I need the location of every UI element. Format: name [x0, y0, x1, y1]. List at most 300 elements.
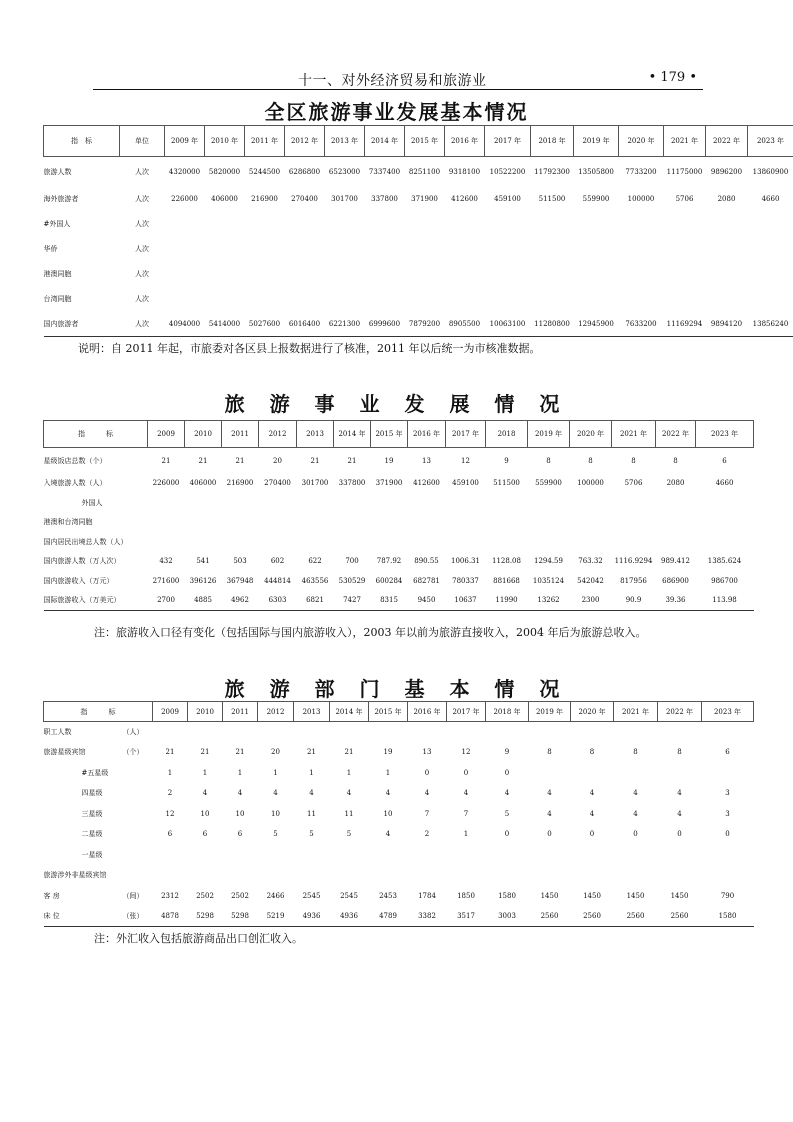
table-cell — [658, 763, 702, 784]
table-cell: 100000 — [627, 195, 655, 203]
table-cell: 8 — [547, 748, 552, 757]
table-cell: 4 — [237, 789, 243, 798]
table-cell: 1 — [273, 768, 278, 777]
table-cell — [297, 532, 334, 552]
table-cell: 2560 — [529, 906, 571, 927]
table-cell — [658, 722, 702, 743]
table-cell — [664, 262, 706, 287]
year-header: 2010 年 — [205, 126, 245, 157]
table-cell: 989.412 — [661, 557, 690, 566]
table-cell: 986700 — [711, 576, 738, 585]
table-cell — [408, 513, 446, 533]
table-cell: 21 — [161, 456, 171, 465]
table-cell: 11280800 — [531, 312, 574, 337]
table-cell: 444814 — [264, 576, 291, 585]
table-cell: 1580 — [498, 891, 516, 900]
table-cell: 100000 — [577, 479, 604, 488]
table-cell — [259, 532, 297, 552]
table-cell — [294, 722, 330, 743]
table-cell: 13262 — [528, 591, 570, 611]
table-cell — [486, 532, 528, 552]
table-cell: 700 — [345, 557, 359, 566]
table-cell — [408, 722, 447, 743]
year-header: 2018 — [486, 421, 528, 448]
row-label: 旅游星级宾馆 — [43, 748, 86, 757]
table-cell: 817956 — [620, 576, 647, 585]
table-cell — [571, 763, 614, 784]
table-cell — [148, 513, 185, 533]
table-cell: 6303 — [259, 591, 297, 611]
table-cell — [188, 722, 223, 743]
row-label: 入境旅游人数（人） — [43, 479, 107, 488]
table-cell: 11 — [344, 809, 354, 818]
table1-title: 全区旅游事业发展基本情况 — [264, 100, 529, 124]
table-cell — [658, 865, 702, 886]
table-cell: 3 — [725, 809, 730, 818]
table-cell — [486, 845, 529, 866]
table-cell: 6 — [237, 830, 243, 839]
table-cell: 5 — [504, 809, 510, 818]
table-cell — [185, 493, 222, 513]
table-cell — [748, 237, 793, 262]
table-cell: 8 — [588, 456, 593, 465]
table-row — [44, 237, 793, 262]
table-cell — [188, 845, 223, 866]
table-cell: 271600 — [152, 576, 180, 585]
row-unit: 人次 — [135, 245, 149, 253]
table-cell: 0 — [463, 768, 469, 777]
table-cell — [285, 237, 325, 262]
table-cell: 1450 — [583, 891, 601, 900]
table-cell: 216900 — [226, 479, 254, 488]
year-header: 2012 — [258, 702, 294, 722]
table-cell — [706, 287, 748, 312]
row-label: 国内旅游者 — [44, 312, 120, 337]
table2 — [43, 420, 754, 611]
table-cell: 5414000 — [205, 312, 245, 337]
table-row — [44, 552, 754, 572]
table-cell — [330, 845, 369, 866]
table-cell: 2545 — [302, 891, 321, 900]
table-row — [44, 262, 793, 287]
table-row — [44, 845, 754, 866]
year-header: 2014 年 — [330, 702, 369, 722]
unit-header: 单位 — [120, 126, 165, 157]
table-row — [44, 865, 754, 886]
table-cell: 2453 — [379, 891, 397, 900]
table-cell: 1385.624 — [707, 557, 742, 566]
table-cell — [258, 722, 294, 743]
table-cell — [330, 722, 369, 743]
year-header: 2013 — [294, 702, 330, 722]
year-header: 2023 年 — [748, 126, 793, 157]
table-cell: 2466 — [266, 891, 285, 900]
table-cell: 7337400 — [368, 167, 401, 176]
table-cell: 7 — [424, 809, 430, 818]
table-cell — [259, 493, 297, 513]
table-cell — [165, 212, 205, 237]
table-cell: 4660 — [761, 195, 780, 203]
table-cell — [222, 513, 259, 533]
table-cell — [185, 532, 222, 552]
table-cell — [528, 532, 570, 552]
table-cell — [294, 865, 330, 886]
table-row — [44, 157, 793, 187]
table3 — [43, 701, 754, 927]
table-cell — [222, 532, 259, 552]
table-cell — [445, 212, 485, 237]
table-cell — [485, 237, 531, 262]
table-cell: 11792300 — [534, 167, 570, 176]
table-cell: 10 — [200, 809, 210, 818]
table-cell — [696, 532, 754, 552]
year-header: 2017 年 — [447, 702, 486, 722]
table-cell: 3 — [725, 789, 730, 798]
table-cell: 541 — [196, 557, 210, 566]
year-header: 2021 年 — [664, 126, 706, 157]
year-header: 2009 年 — [165, 126, 205, 157]
table-row — [44, 448, 754, 474]
row-unit: 人次 — [135, 195, 149, 203]
table-cell: 1450 — [540, 891, 559, 900]
table-cell: 6999600 — [365, 312, 405, 337]
table-cell — [445, 262, 485, 287]
table-cell: 4 — [385, 789, 391, 798]
year-header: 2015 年 — [371, 421, 408, 448]
table-cell — [365, 212, 405, 237]
table-cell: 412600 — [451, 195, 478, 203]
table-cell: 1 — [237, 768, 243, 777]
table-cell — [371, 532, 408, 552]
table-cell: 21 — [307, 748, 316, 757]
table-cell: 12 — [461, 748, 471, 757]
year-header: 2011 — [222, 421, 259, 448]
table-cell: 20 — [271, 748, 280, 757]
table2-note: 注：旅游收入口径有变化（包括国际与国内旅游收入），2003 年以前为旅游直接收入，2004 年后为旅游总收入。 — [94, 626, 647, 639]
table-cell — [614, 845, 658, 866]
table-cell: 790 — [720, 891, 735, 900]
row-label: 旅游人数 — [43, 167, 72, 176]
table-cell — [570, 493, 612, 513]
table-cell: 371900 — [411, 195, 438, 203]
table-cell: 4878 — [153, 906, 188, 927]
row-unit — [114, 824, 153, 845]
indicator-header: 指 标 — [44, 702, 153, 722]
table-cell: 1035124 — [532, 576, 565, 585]
table-cell: 1 — [346, 768, 352, 777]
table-cell — [486, 513, 528, 533]
table-cell: 5244500 — [248, 167, 281, 176]
table3-note: 注：外汇收入包括旅游商品出口创汇收入。 — [94, 932, 303, 945]
year-header: 2014 年 — [365, 126, 405, 157]
table-cell: 4 — [589, 789, 595, 798]
table-cell: 4 — [424, 789, 430, 798]
table-cell: 5820000 — [208, 167, 241, 176]
table-cell: 216900 — [251, 195, 278, 203]
year-header: 2015 年 — [369, 702, 408, 722]
table-cell: 622 — [308, 557, 322, 566]
table-cell — [165, 237, 205, 262]
year-header: 2023 年 — [702, 702, 754, 722]
table-cell — [529, 865, 571, 886]
table3-header-row — [44, 702, 754, 722]
table-cell: 4 — [346, 789, 352, 798]
table-cell — [153, 845, 188, 866]
table-cell: 8 — [673, 456, 678, 465]
table-cell: 0 — [547, 830, 552, 839]
table1-note: 说明：自 2011 年起，市旅委对各区县上报数据进行了核准，2011 年以后统一为市核准数据。 — [78, 342, 541, 355]
row-label: 台湾同胞 — [43, 295, 72, 303]
table-cell — [706, 212, 748, 237]
table-cell: 2300 — [570, 591, 612, 611]
table-cell — [330, 865, 369, 886]
table-cell: 0 — [677, 830, 682, 839]
table-cell: 2080 — [666, 479, 685, 488]
table-cell: 301700 — [331, 195, 358, 203]
table-cell — [702, 763, 754, 784]
table-cell — [285, 212, 325, 237]
table-cell — [748, 262, 793, 287]
chapter-title: 十一、对外经济贸易和旅游业 — [298, 73, 487, 89]
table-cell — [205, 287, 245, 312]
year-header: 2018 年 — [486, 702, 529, 722]
table-cell — [619, 212, 664, 237]
table-cell: 4936 — [294, 906, 330, 927]
table-cell: 5 — [346, 830, 352, 839]
page-header — [93, 68, 703, 88]
table-cell — [185, 513, 222, 533]
table-cell — [148, 493, 185, 513]
table-row — [44, 804, 754, 825]
table-cell: 11169294 — [664, 312, 706, 337]
table-cell: 787.92 — [376, 557, 402, 566]
table-cell: 0 — [633, 830, 638, 839]
table-cell: 1 — [385, 768, 391, 777]
table-cell — [529, 845, 571, 866]
table-cell — [405, 287, 445, 312]
year-header: 2019 年 — [574, 126, 619, 157]
table-cell: 12 — [461, 456, 470, 465]
row-unit — [114, 763, 153, 784]
table-cell — [485, 262, 531, 287]
table-cell: 8 — [631, 456, 636, 465]
year-header: 2019 年 — [528, 421, 570, 448]
table-cell — [619, 237, 664, 262]
table-cell — [408, 493, 446, 513]
table1 — [43, 125, 793, 337]
table-cell: 12945900 — [574, 312, 619, 337]
table-cell: 1006.31 — [451, 557, 480, 566]
table-cell: 6016400 — [285, 312, 325, 337]
table-cell: 337800 — [338, 479, 366, 488]
table-cell: 2312 — [161, 891, 179, 900]
table-cell: 2700 — [148, 591, 185, 611]
table-cell: 542042 — [577, 576, 604, 585]
table-cell: 4 — [677, 809, 682, 818]
row-unit: 人次 — [135, 295, 149, 303]
year-header: 2018 年 — [531, 126, 574, 157]
table-cell: 396126 — [189, 576, 217, 585]
table-cell: 5706 — [675, 195, 694, 203]
table-cell — [531, 262, 574, 287]
table-cell: 4 — [547, 789, 552, 798]
table-cell — [486, 865, 529, 886]
table-cell: 21 — [235, 748, 245, 757]
table-cell — [222, 493, 259, 513]
year-header: 2016 年 — [408, 702, 447, 722]
row-unit: 人次 — [135, 220, 149, 228]
table-cell: 2502 — [196, 891, 214, 900]
table-cell — [408, 865, 447, 886]
table-cell — [571, 865, 614, 886]
table-cell — [245, 237, 285, 262]
table-cell: 9894120 — [706, 312, 748, 337]
table-cell: 10 — [235, 809, 245, 818]
table-cell: 9 — [504, 748, 510, 757]
table-cell — [334, 532, 371, 552]
table-cell — [223, 722, 258, 743]
table-cell: 39.36 — [656, 591, 696, 611]
table-cell: 8 — [677, 748, 682, 757]
table-cell: 13860900 — [752, 167, 789, 176]
table-cell — [531, 287, 574, 312]
year-header: 2020 年 — [570, 421, 612, 448]
table-cell — [612, 513, 656, 533]
table-cell: 7633200 — [619, 312, 664, 337]
table-cell: 113.98 — [696, 591, 754, 611]
table-row — [44, 824, 754, 845]
table-cell: 459100 — [494, 195, 521, 203]
table-cell: 6 — [167, 830, 173, 839]
year-header: 2010 — [185, 421, 222, 448]
table-cell — [612, 493, 656, 513]
row-unit: （张） — [114, 906, 153, 927]
year-header: 2010 — [188, 702, 223, 722]
table-cell — [664, 212, 706, 237]
table-cell — [486, 493, 528, 513]
table-cell: 2 — [424, 830, 430, 839]
table2-header-row — [44, 421, 754, 448]
table-cell: 21 — [347, 456, 357, 465]
table-cell — [408, 845, 447, 866]
page-number: • 179 • — [648, 70, 697, 85]
table-cell: 7427 — [334, 591, 371, 611]
row-label: 国内旅游人数（万人次） — [43, 557, 121, 566]
table-cell — [325, 262, 365, 287]
table-cell — [447, 865, 486, 886]
table-cell: 1580 — [702, 906, 754, 927]
row-label: 港澳同胞 — [43, 270, 72, 278]
table-cell: 1116.9294 — [614, 557, 653, 566]
table-cell: 0 — [725, 830, 730, 839]
table-cell — [365, 287, 405, 312]
table-row — [44, 187, 793, 212]
table2-title: 旅 游 事 业 发 展 情 况 — [224, 392, 569, 416]
table-cell — [258, 845, 294, 866]
row-unit: 人次 — [120, 312, 165, 337]
table-row — [44, 493, 754, 513]
year-header: 2014 年 — [334, 421, 371, 448]
year-header: 2019 年 — [529, 702, 571, 722]
header-rule — [93, 89, 703, 90]
year-header: 2020 年 — [571, 702, 614, 722]
indicator-header: 指 标 — [44, 126, 120, 157]
table-cell: 459100 — [452, 479, 479, 488]
row-label: 二星级 — [81, 830, 103, 839]
table-cell — [574, 212, 619, 237]
row-label: 国内旅游收入（万元） — [43, 576, 114, 585]
year-header: 2021 年 — [614, 702, 658, 722]
table-cell — [485, 287, 531, 312]
year-header: 2009 — [153, 702, 188, 722]
table-cell: 21 — [200, 748, 210, 757]
table-cell: 21 — [198, 456, 208, 465]
table-cell — [405, 212, 445, 237]
table-cell: 4 — [589, 809, 595, 818]
table-cell: 686900 — [662, 576, 689, 585]
table-cell: 90.9 — [612, 591, 656, 611]
table-cell: 6221300 — [325, 312, 365, 337]
table-cell: 406000 — [189, 479, 217, 488]
table-cell: 6286800 — [288, 167, 321, 176]
table-cell — [574, 287, 619, 312]
row-label: 华侨 — [43, 245, 58, 253]
row-label: 星级饭店总数（个） — [43, 456, 107, 465]
row-label: 一星级 — [81, 850, 103, 859]
year-header: 2017 年 — [446, 421, 486, 448]
indicator-header: 指 标 — [44, 421, 148, 448]
table-row — [44, 513, 754, 533]
table-cell: 9 — [504, 456, 509, 465]
table-cell: 412600 — [413, 479, 440, 488]
table-cell: 503 — [233, 557, 247, 566]
table-cell: 4 — [385, 830, 391, 839]
table-cell — [369, 865, 408, 886]
row-label: 床 位 — [44, 906, 114, 927]
year-header: 2011 — [223, 702, 258, 722]
table-cell: 3517 — [447, 906, 486, 927]
table-cell — [531, 212, 574, 237]
table-cell: 6523000 — [328, 167, 361, 176]
table-cell — [371, 493, 408, 513]
table-row — [44, 591, 754, 611]
table-cell: 10 — [271, 809, 280, 818]
table-cell — [696, 513, 754, 533]
table-cell: 8 — [633, 748, 638, 757]
year-header: 2016 年 — [408, 421, 446, 448]
table-cell: 8315 — [371, 591, 408, 611]
table-cell — [529, 763, 571, 784]
table-cell: 8 — [546, 456, 551, 465]
table-cell: 763.32 — [578, 557, 603, 566]
table-row — [44, 742, 754, 763]
row-label: 职工人数 — [43, 728, 72, 736]
table-cell: 5219 — [258, 906, 294, 927]
table-cell: 2080 — [717, 195, 736, 203]
table-cell: 1294.59 — [534, 557, 563, 566]
table-row — [44, 287, 793, 312]
row-label: 四星级 — [81, 789, 103, 798]
table-cell — [706, 262, 748, 287]
table-row — [44, 474, 754, 494]
table-cell: 11175000 — [666, 167, 703, 176]
table-row — [44, 906, 754, 927]
table-cell — [369, 845, 408, 866]
table-cell: 0 — [589, 830, 595, 839]
table-cell: 2560 — [571, 906, 614, 927]
table-cell — [658, 845, 702, 866]
table-cell: 5 — [273, 830, 278, 839]
